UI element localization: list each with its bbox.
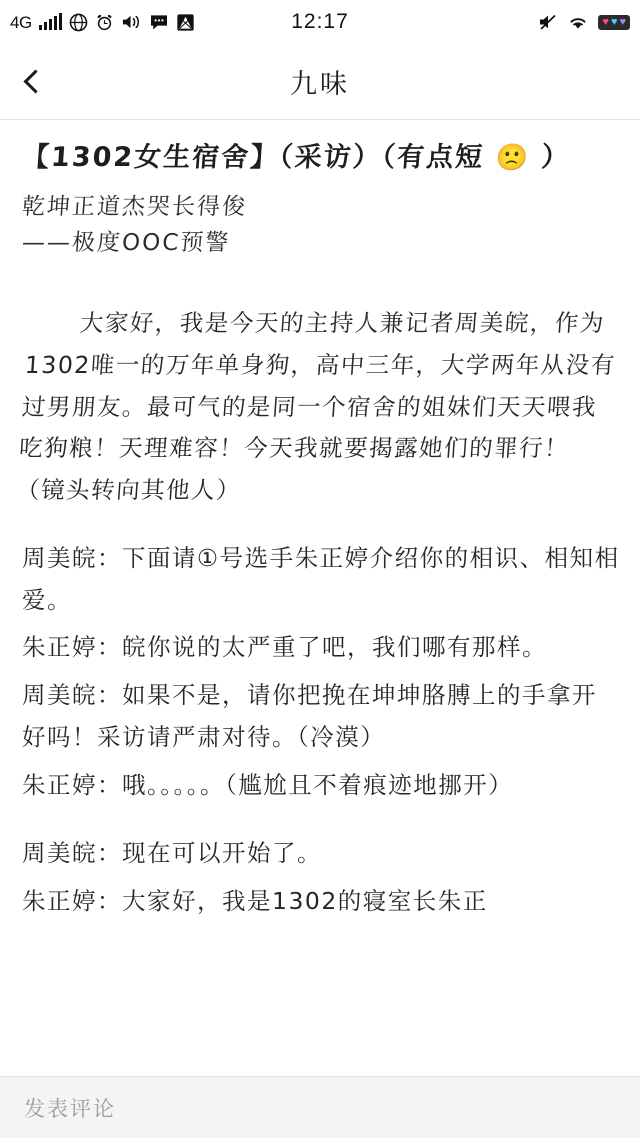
page-title: 九味 <box>290 69 350 99</box>
dialogue-speaker: 周美皖： <box>22 681 122 710</box>
dialogue-text: 如果不是，请你把挽在坤坤胳膊上的手拿开好吗！采访请严肃对待。（冷漠） <box>22 681 597 752</box>
spacer <box>22 261 620 303</box>
status-bar-clock: 12:17 <box>291 10 349 33</box>
article-heading-text: 【1302女生宿舍】（采访）（有点短 <box>20 142 486 173</box>
back-button[interactable] <box>0 44 64 119</box>
dialogue-line <box>22 675 620 759</box>
dialogue-line <box>22 833 620 875</box>
dialogue-line <box>22 627 620 669</box>
dialogue-text: 大家好，我是1302的寝室长朱正 <box>122 886 488 915</box>
content-fade <box>0 1050 640 1076</box>
wifi-icon <box>567 14 589 31</box>
article-subtitle-line-2: ——极度OOC预警 <box>21 230 232 257</box>
network-type-label: 4G <box>10 12 32 32</box>
alarm-clock-icon <box>95 13 114 32</box>
dialogue-speaker: 朱正婷： <box>22 770 122 799</box>
article-heading <box>21 138 622 178</box>
message-bubble-icon <box>149 13 169 31</box>
dialogue-text: 现在可以开始了。 <box>122 838 322 867</box>
article-subtitle-line-1: 乾坤正道杰哭长得俊 <box>21 193 248 220</box>
dialogue-text: 哦。。。。。（尴尬且不着痕迹地挪开） <box>122 770 514 799</box>
dialogue-speaker: 朱正婷： <box>22 886 122 915</box>
article-content[interactable] <box>0 120 640 1076</box>
sad-face-emoji-icon: 🙁 <box>494 143 531 173</box>
handwriting-body <box>15 138 620 922</box>
signal-bars-icon <box>39 14 62 30</box>
article-paragraph-1: 大家好，我是今天的主持人兼记者周美皖，作为1302唯一的万年单身狗，高中三年，大学两年从没有过男朋友。最可气的是同一个宿舍的姐妹们天天喂我吃狗粮！天理难容！今天我就要揭露她们的罪行！（镜头转向其他人） <box>15 308 617 504</box>
title-bar <box>0 44 640 120</box>
dialogue-speaker: 周美皖： <box>22 543 122 572</box>
status-bar <box>0 0 640 44</box>
dialogue-line <box>22 881 620 923</box>
article-heading-tail: ） <box>540 142 572 173</box>
dialogue-text: 皖你说的太严重了吧，我们哪有那样。 <box>122 633 547 662</box>
comment-bar[interactable] <box>0 1076 640 1138</box>
dialogue-line <box>22 538 620 622</box>
dialogue-speaker: 周美皖： <box>22 838 122 867</box>
battery-icon: ♥ ♥ ♥ <box>598 15 630 30</box>
volume-icon <box>121 13 142 31</box>
comment-input[interactable]: 发表评论 <box>24 1096 116 1121</box>
dialogue-text: 下面请①号选手朱正婷介绍你的相识、相知相爱。 <box>22 543 620 614</box>
globe-icon <box>69 13 88 32</box>
app-icon <box>176 13 195 32</box>
status-bar-left <box>10 13 195 32</box>
back-chevron-icon <box>23 69 47 93</box>
dialogue-line <box>22 765 620 807</box>
dialogue-speaker: 朱正婷： <box>22 633 122 662</box>
status-bar-right <box>538 13 630 31</box>
mute-icon <box>538 13 558 31</box>
